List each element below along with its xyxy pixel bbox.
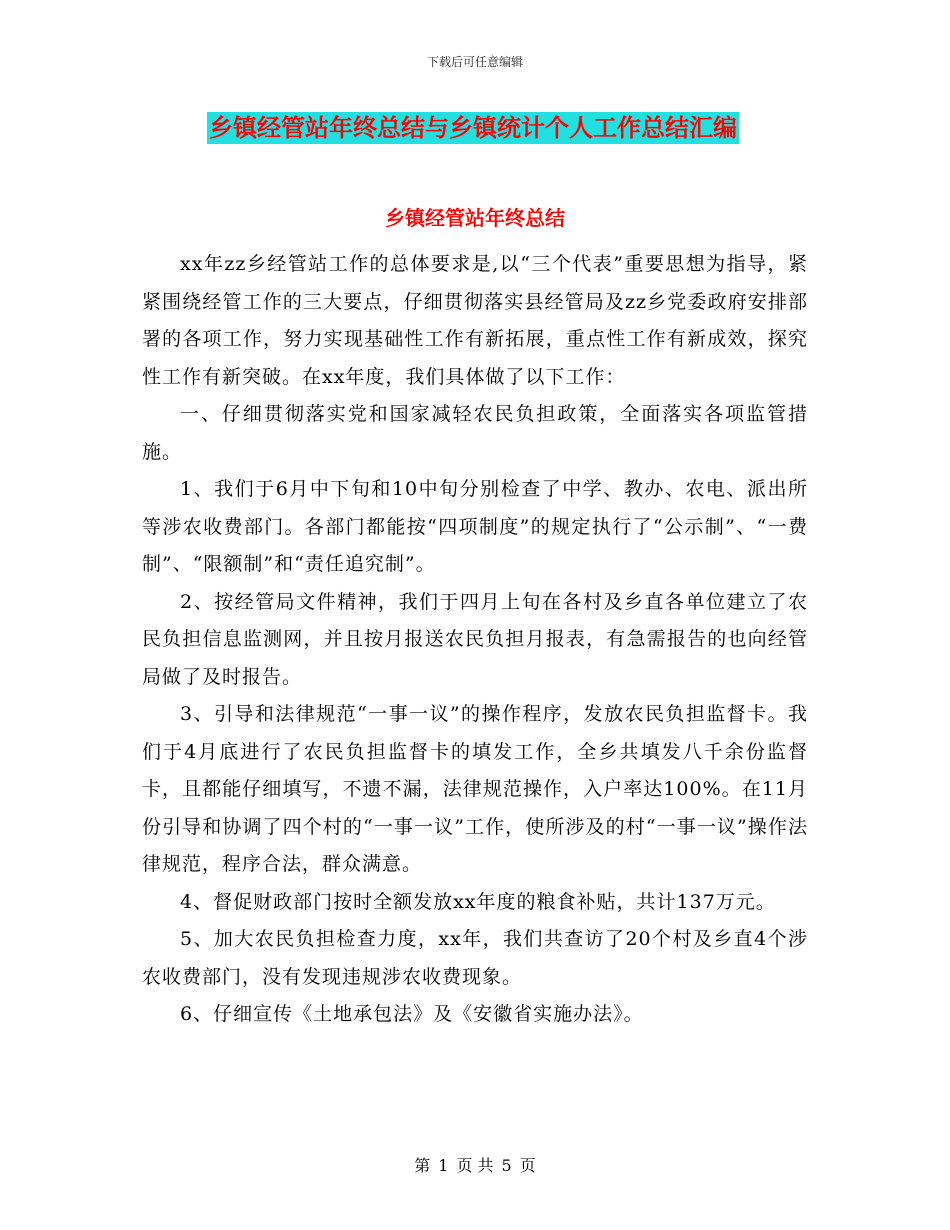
- paragraph-item-5: 5、加大农民负担检查力度，xx年，我们共查访了20个村及乡直4个涉农收费部门，没有发现违规涉农收费现象。: [142, 928, 808, 988]
- document-body: [142, 246, 808, 1034]
- page-number: 1: [438, 1156, 449, 1175]
- paragraph-item-6: 6、仔细宣传《土地承包法》及《安徽省实施办法》。: [180, 1003, 644, 1025]
- section-title: 乡镇经管站年终总结: [385, 206, 565, 230]
- footer-prefix: 第: [414, 1156, 431, 1175]
- footer-suffix: 页: [519, 1156, 536, 1175]
- page-footer: [0, 1153, 950, 1176]
- paragraph-item-3: 3、引导和法律规范“一事一议”的操作程序，发放农民负担监督卡。我们于4月底进行了农民负担监督卡的填发工作，全乡共填发八千余份监督卡，且都能仔细填写，不遗不漏，法律规范操作，入户率达100%。在11月份引导和协调了四个村的“一事一议”工作，使所涉及的村“一事一议”操作法律规范，程序合法，群众满意。: [142, 703, 808, 875]
- paragraph-item-4: 4、督促财政部门按时全额发放xx年度的粮食补贴，共计137万元。: [180, 890, 776, 913]
- paragraph-item-2: 2、按经管局文件精神，我们于四月上旬在各村及乡直各单位建立了农民负担信息监测网，并且按月报送农民负担月报表，有急需报告的也向经管局做了及时报告。: [142, 590, 808, 688]
- header-note: 下载后可任意编辑: [426, 55, 523, 69]
- page-total: 5: [501, 1156, 512, 1175]
- paragraph-section-1: 一、仔细贯彻落实党和国家减轻农民负担政策，全面落实各项监管措施。: [142, 403, 808, 463]
- paragraph-item-1: 1、我们于6月中下旬和10中旬分别检查了中学、教办、农电、派出所等涉农收费部门。各部门都能按“四项制度”的规定执行了“公示制”、“一费制”、“限额制”和“责任追究制”。: [142, 478, 808, 575]
- main-title: 乡镇经管站年终总结与乡镇统计个人工作总结汇编: [209, 114, 737, 142]
- footer-mid: 页 共: [456, 1156, 494, 1175]
- paragraph-intro: xx年zz乡经管站工作的总体要求是,以“三个代表”重要思想为指导，紧紧围绕经管工作的三大要点，仔细贯彻落实县经管局及zz乡党委政府安排部署的各项工作，努力实现基础性工作有新拓展，重点性工作有新成效，探究性工作有新突破。在xx年度，我们具体做了以下工作：: [142, 253, 808, 388]
